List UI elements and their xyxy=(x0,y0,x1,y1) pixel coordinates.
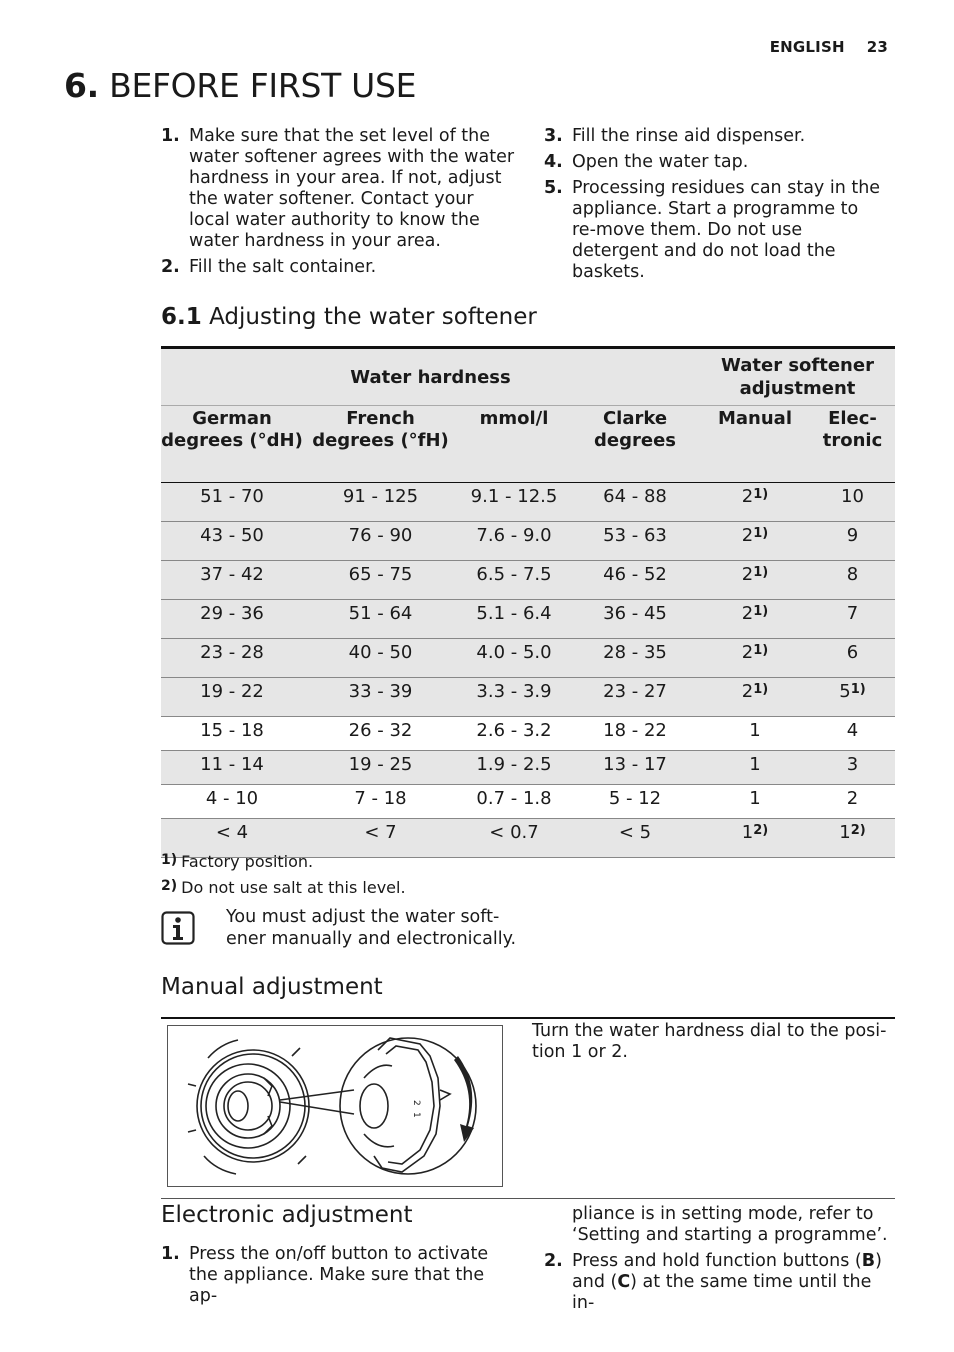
step-1: 1. Make sure that the set level of the water softener agrees with the water hardness in your area. If not, adjust the water softener. Contact your local water authority to know the water hardness in your area. xyxy=(161,126,515,251)
table-row xyxy=(161,785,895,819)
table-row xyxy=(161,751,895,785)
table-row xyxy=(161,600,895,639)
note-text: You must adjust the water soft-ener manually and electronically. xyxy=(226,907,517,949)
cell-clarke: 18 - 22 xyxy=(570,717,700,751)
footnote-ref: 1) xyxy=(753,487,769,502)
info-icon xyxy=(161,911,195,945)
group-header-hardness: Water hardness xyxy=(161,348,700,406)
col-manual: Manual xyxy=(700,406,810,483)
electronic-step-1: 1. Press the on/off button to activate the appliance. Make sure that the ap- xyxy=(161,1244,489,1306)
step-3: 3. Fill the rinse aid dispenser. xyxy=(544,126,806,146)
cell-electronic: 1$^{2)}$ xyxy=(810,819,895,858)
cell-mmol: 3.3 - 3.9 xyxy=(458,678,570,717)
cell-electronic: 2 xyxy=(810,785,895,819)
page-number: 23 xyxy=(866,38,888,56)
button-b-label: B xyxy=(861,1251,876,1271)
step-4: 4. Open the water tap. xyxy=(544,152,749,172)
steps-left xyxy=(161,126,517,283)
cell-mmol: 1.9 - 2.5 xyxy=(458,751,570,785)
cell-electronic: 8 xyxy=(810,561,895,600)
chapter-number: 6. xyxy=(64,66,99,105)
cell-electronic: 5$^{1)}$ xyxy=(810,678,895,717)
dial-label-2: 2 xyxy=(411,1100,421,1106)
cell-electronic: 4 xyxy=(810,717,895,751)
electronic-steps-right xyxy=(544,1204,889,1319)
electronic-step-2: 2. Press and hold function buttons (B) and (C) at the same time until the in- xyxy=(544,1251,882,1313)
cell-german: 15 - 18 xyxy=(161,717,303,751)
cell-mmol: 0.7 - 1.8 xyxy=(458,785,570,819)
cell-manual: 1 xyxy=(700,751,810,785)
water-hardness-table xyxy=(161,346,895,858)
group-header-adjustment: Water softener adjustment xyxy=(700,348,895,406)
cell-manual: 2$^{1)}$ xyxy=(700,561,810,600)
cell-german: 23 - 28 xyxy=(161,639,303,678)
cell-clarke: 23 - 27 xyxy=(570,678,700,717)
cell-manual: 2$^{1)}$ xyxy=(700,522,810,561)
cell-clarke: 5 - 12 xyxy=(570,785,700,819)
cell-german: 29 - 36 xyxy=(161,600,303,639)
cell-german: < 4 xyxy=(161,819,303,858)
cell-french: 91 - 125 xyxy=(303,483,458,522)
cell-clarke: 53 - 63 xyxy=(570,522,700,561)
footnote-ref: 1) xyxy=(850,682,866,697)
footnote-ref: 2) xyxy=(850,823,866,838)
footnote-ref: 1) xyxy=(753,565,769,580)
section-heading: 6.1 Adjusting the water softener xyxy=(161,304,537,330)
cell-manual: 2$^{1)}$ xyxy=(700,678,810,717)
divider xyxy=(161,1198,895,1199)
header-language: ENGLISH xyxy=(769,38,845,56)
cell-german: 37 - 42 xyxy=(161,561,303,600)
table-row xyxy=(161,678,895,717)
dial-label-1: 1 xyxy=(411,1112,421,1118)
cell-mmol: 2.6 - 3.2 xyxy=(458,717,570,751)
cell-french: 19 - 25 xyxy=(303,751,458,785)
col-german: German degrees (°dH) xyxy=(161,406,303,483)
electronic-steps-left xyxy=(161,1244,517,1312)
table-row xyxy=(161,483,895,522)
electronic-heading: Electronic adjustment xyxy=(161,1202,413,1228)
cell-clarke: 36 - 45 xyxy=(570,600,700,639)
footnote-ref: 2) xyxy=(753,823,769,838)
cell-french: 40 - 50 xyxy=(303,639,458,678)
cell-electronic: 6 xyxy=(810,639,895,678)
cell-clarke: 13 - 17 xyxy=(570,751,700,785)
cell-french: 51 - 64 xyxy=(303,600,458,639)
cell-mmol: 5.1 - 6.4 xyxy=(458,600,570,639)
footnote-ref: 1) xyxy=(753,682,769,697)
cell-electronic: 3 xyxy=(810,751,895,785)
cell-german: 4 - 10 xyxy=(161,785,303,819)
cell-manual: 2$^{1)}$ xyxy=(700,600,810,639)
col-electronic: Elec-tronic xyxy=(810,406,895,483)
dial-illustration xyxy=(167,1025,503,1187)
table-row xyxy=(161,717,895,751)
cell-french: < 7 xyxy=(303,819,458,858)
electronic-step-1-cont: pliance is in setting mode, refer to ‘Setting and starting a programme’. xyxy=(572,1204,888,1245)
cell-german: 11 - 14 xyxy=(161,751,303,785)
cell-electronic: 9 xyxy=(810,522,895,561)
col-mmol: mmol/l xyxy=(458,406,570,483)
cell-mmol: 4.0 - 5.0 xyxy=(458,639,570,678)
cell-mmol: 6.5 - 7.5 xyxy=(458,561,570,600)
cell-mmol: 7.6 - 9.0 xyxy=(458,522,570,561)
col-french: French degrees (°fH) xyxy=(303,406,458,483)
cell-electronic: 10 xyxy=(810,483,895,522)
table-row xyxy=(161,639,895,678)
cell-mmol: < 0.7 xyxy=(458,819,570,858)
cell-manual: 1 xyxy=(700,785,810,819)
manual-adjustment-text: Turn the water hardness dial to the posi-tion 1 or 2. xyxy=(532,1021,887,1062)
cell-manual: 1 xyxy=(700,717,810,751)
cell-manual: 2$^{1)}$ xyxy=(700,639,810,678)
footnote-2: 2) Do not use salt at this level. xyxy=(161,878,406,897)
divider xyxy=(161,1017,895,1019)
cell-german: 19 - 22 xyxy=(161,678,303,717)
page-title xyxy=(64,66,416,105)
cell-french: 7 - 18 xyxy=(303,785,458,819)
cell-mmol: 9.1 - 12.5 xyxy=(458,483,570,522)
step-2: 2. Fill the salt container. xyxy=(161,257,377,277)
cell-clarke: 46 - 52 xyxy=(570,561,700,600)
cell-german: 51 - 70 xyxy=(161,483,303,522)
page-header xyxy=(748,38,888,56)
cell-clarke: < 5 xyxy=(570,819,700,858)
cell-french: 33 - 39 xyxy=(303,678,458,717)
cell-manual: 2$^{1)}$ xyxy=(700,483,810,522)
steps-right xyxy=(544,126,884,288)
cell-french: 76 - 90 xyxy=(303,522,458,561)
footnote-ref: 1) xyxy=(753,643,769,658)
cell-manual: 1$^{2)}$ xyxy=(700,819,810,858)
footnote-ref: 1) xyxy=(753,526,769,541)
cell-clarke: 28 - 35 xyxy=(570,639,700,678)
table-row xyxy=(161,522,895,561)
button-c-label: C xyxy=(617,1272,631,1292)
footnote-ref: 1) xyxy=(753,604,769,619)
cell-clarke: 64 - 88 xyxy=(570,483,700,522)
cell-german: 43 - 50 xyxy=(161,522,303,561)
manual-heading: Manual adjustment xyxy=(161,974,383,1000)
step-5: 5. Processing residues can stay in the appliance. Start a programme to re-move them. Do not use detergent and do not load the baskets. xyxy=(544,178,881,282)
col-clarke: Clarke degrees xyxy=(570,406,700,483)
cell-french: 26 - 32 xyxy=(303,717,458,751)
water-hardness-dial-icon xyxy=(168,1026,502,1186)
chapter-title: BEFORE FIRST USE xyxy=(109,66,417,105)
footnote-1: 1) Factory position. xyxy=(161,852,314,871)
cell-electronic: 7 xyxy=(810,600,895,639)
table-row xyxy=(161,561,895,600)
cell-french: 65 - 75 xyxy=(303,561,458,600)
